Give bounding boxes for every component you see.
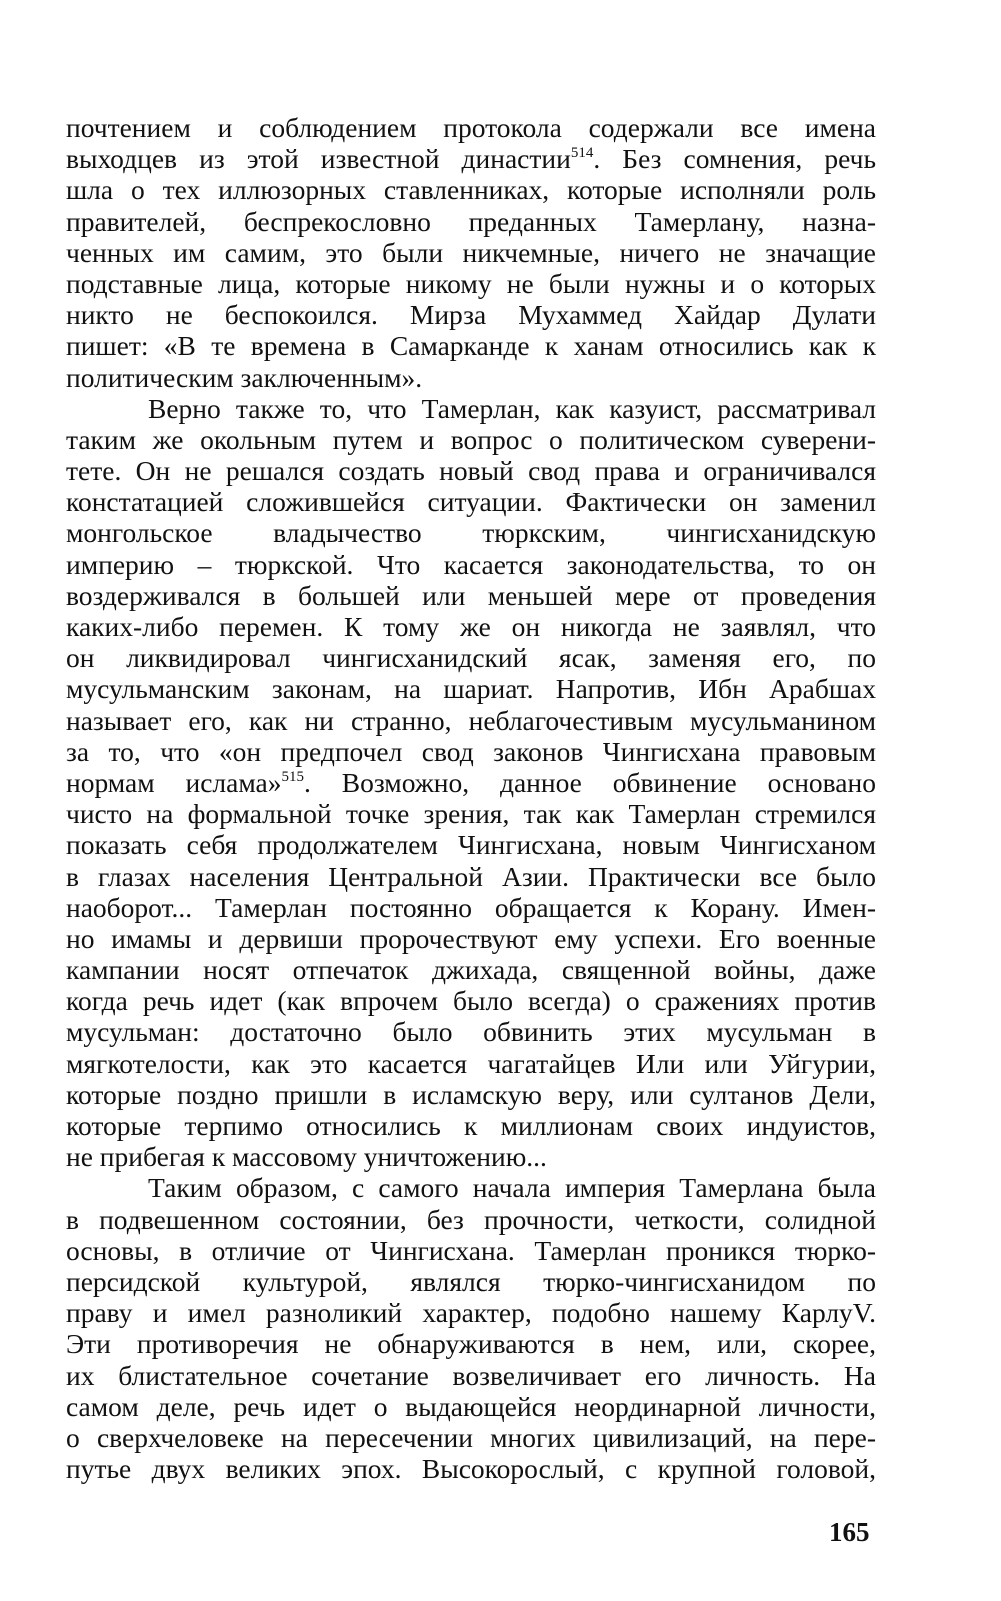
text-line: он ликвидировал чингисханидский ясак, заменяя его, по — [66, 642, 876, 674]
text-line: мусульман: достаточно было обвинить этих мусульман в — [66, 1016, 876, 1048]
text-line: почтением и соблюдением протокола содержали все имена — [66, 112, 876, 143]
text-line: выходцев из этой известной династии$^{514}$. Без сомнения, речь — [66, 143, 876, 175]
text-line: таким же окольным путем и вопрос о политическом суверени- — [66, 423, 876, 455]
text-line: персидской культурой, являлся тюрко-чингисханидом по — [66, 1265, 876, 1297]
text-line: но имамы и дервиши пророчествуют ему успехи. Его военные — [66, 922, 876, 954]
text-line: кампании носят отпечаток джихада, священной войны, даже — [66, 954, 876, 986]
text-line: мягкотелости, как это касается чагатайцев Или или Уйгурии, — [66, 1047, 876, 1079]
text-line: не прибегая к массовому уничтожению... — [66, 1141, 547, 1173]
text-line: монгольское владычество тюркским, чингисханидскую — [66, 517, 876, 549]
text-line: шла о тех иллюзорных ставленниках, которые исполняли роль — [66, 174, 876, 206]
text-line: подставные лица, которые никому не были нужны и о которых — [66, 267, 876, 299]
footnote-ref: 515 — [281, 768, 304, 785]
text-line: которые терпимо относились к миллионам своих индуистов, — [66, 1110, 876, 1141]
text-line: политическим заключенным». — [66, 361, 423, 393]
text-line: Таким образом, с самого начала империя Тамерлана была — [148, 1172, 876, 1204]
text-line: империю – тюркской. Что касается законодательства, то он — [66, 548, 876, 580]
text-line: которые поздно пришли в исламскую веру, или султанов Дели, — [66, 1078, 876, 1110]
text-line: в подвешенном состоянии, без прочности, четкости, солидной — [66, 1203, 876, 1235]
text-line: ченных им самим, это были никчемные, ничего не значащие — [66, 236, 876, 268]
text-line: каких-либо перемен. К тому же он никогда не заявлял, что — [66, 611, 876, 642]
text-line: за то, что «он предпочел свод законов Чингисхана правовым — [66, 735, 876, 767]
text-line: Верно также то, что Тамерлан, как казуист, рассматривал — [148, 392, 876, 424]
page-number: 165 — [829, 1517, 870, 1547]
text-line: когда речь идет (как впрочем было всегда) о сражениях против — [66, 985, 876, 1017]
paragraph — [66, 1172, 876, 1484]
book-page-text — [66, 112, 876, 1484]
text-line: в глазах населения Центральной Азии. Практически все было — [66, 860, 876, 892]
text-line: называет его, как ни странно, неблагочестивым мусульманином — [66, 704, 876, 736]
text-line: самом деле, речь идет о выдающейся неординарной личности, — [66, 1390, 876, 1422]
text-line: правителей, беспрекословно преданных Тамерлану, назна- — [66, 205, 876, 237]
text-line: мусульманским законам, на шариат. Напротив, Ибн Арабшах — [66, 673, 876, 705]
text-line: о сверхчеловеке на пересечении многих цивилизаций, на пере- — [66, 1421, 876, 1453]
paragraph — [66, 393, 876, 1173]
text-line: основы, в отличие от Чингисхана. Тамерлан проникся тюрко- — [66, 1234, 876, 1266]
text-line: пишет: «В те времена в Самарканде к ханам относились как к — [66, 330, 876, 362]
text-line: наоборот... Тамерлан постоянно обращается к Корану. Имен- — [66, 891, 876, 923]
text-line: констатацией сложившейся ситуации. Фактически он заменил — [66, 486, 876, 518]
text-line: чисто на формальной точке зрения, так как Тамерлан стремился — [66, 798, 876, 830]
text-line: тете. Он не решался создать новый свод права и ограничивался — [66, 455, 876, 487]
text-line: Эти противоречия не обнаруживаются в нем, или, скорее, — [66, 1328, 876, 1360]
text-line: никто не беспокоился. Мирза Мухаммед Хайдар Дулати — [66, 299, 876, 331]
text-line: воздерживался в большей или меньшей мере от проведения — [66, 579, 876, 611]
text-line: их блистательное сочетание возвеличивает его личность. На — [66, 1359, 876, 1391]
text-line: праву и имел разноликий характер, подобно нашему КарлуV. — [66, 1297, 876, 1329]
paragraph — [66, 112, 876, 393]
text-line: путье двух великих эпох. Высокорослый, с крупной головой, — [66, 1453, 876, 1485]
text-line: нормам ислама»$^{515}$. Возможно, данное обвинение основано — [66, 766, 876, 798]
text-line: показать себя продолжателем Чингисхана, новым Чингисханом — [66, 829, 876, 861]
footnote-ref: 514 — [570, 145, 594, 162]
